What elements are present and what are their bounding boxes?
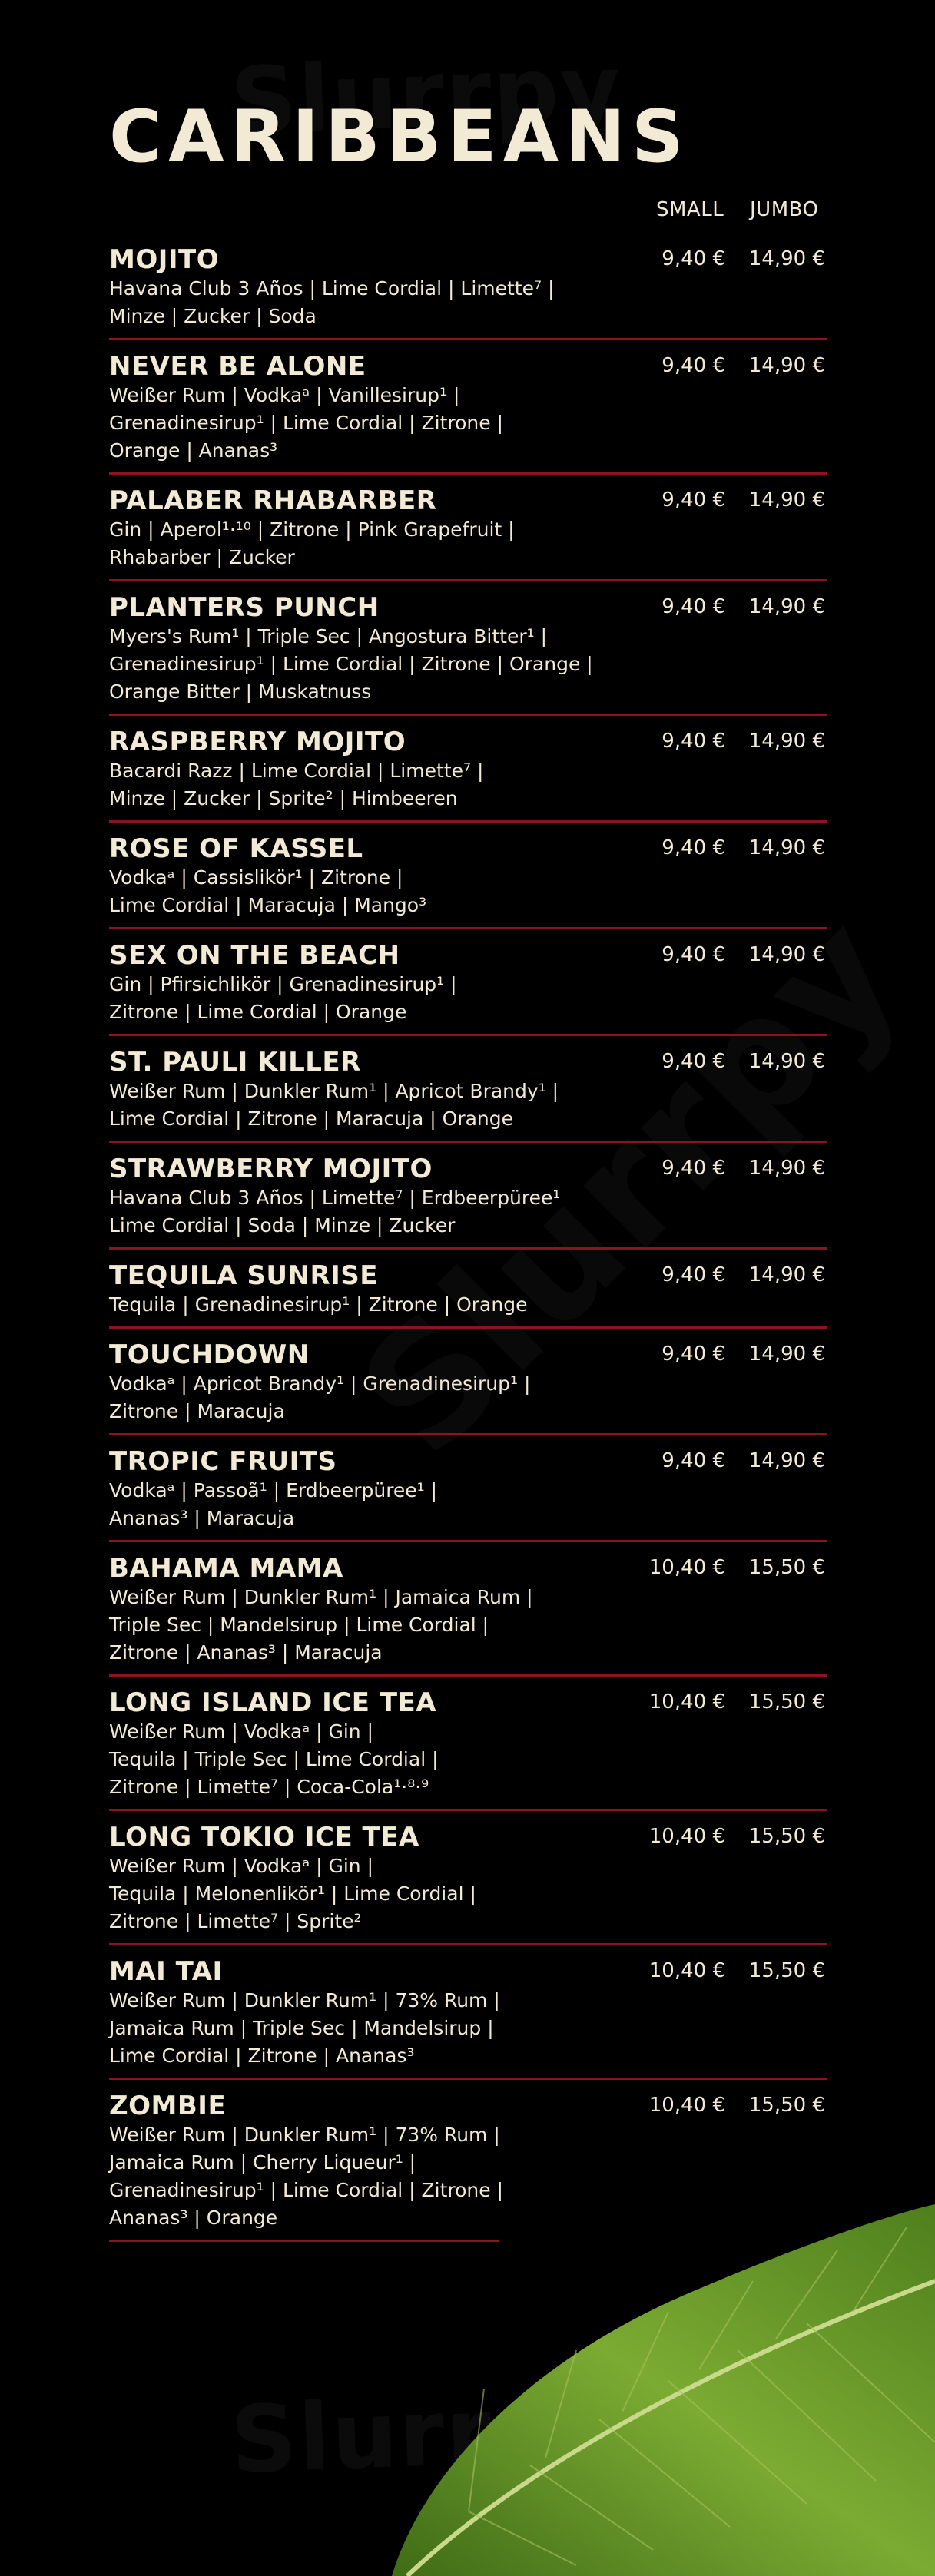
price-jumbo: 15,50 € xyxy=(748,2094,825,2117)
menu-item xyxy=(109,833,827,940)
menu-item xyxy=(109,485,827,592)
menu-item-name: TROPIC FRUITS xyxy=(109,1446,337,1477)
menu-item-ingredients: Gin | Aperol¹·¹⁰ | Zitrone | Pink Grapefruit | xyxy=(109,518,515,541)
menu-item-ingredients: Weißer Rum | Dunkler Rum¹ | 73% Rum | xyxy=(109,2124,500,2146)
item-divider xyxy=(109,1674,827,1677)
price-jumbo: 14,90 € xyxy=(748,836,825,859)
column-header-small: SMALL xyxy=(656,198,724,221)
menu-item xyxy=(109,727,827,833)
item-divider xyxy=(109,1034,827,1036)
price-small: 9,40 € xyxy=(661,354,725,377)
menu-item-ingredients: Weißer Rum | Vodkaᵃ | Vanillesirup¹ | xyxy=(109,384,460,406)
column-header-jumbo: JUMBO xyxy=(750,198,819,221)
price-small: 10,40 € xyxy=(648,2094,725,2117)
price-small: 9,40 € xyxy=(661,943,725,966)
price-jumbo: 14,90 € xyxy=(748,1050,825,1073)
menu-item-ingredients: Zitrone | Lime Cordial | Orange xyxy=(109,1001,407,1023)
menu-item-ingredients: Ananas³ | Maracuja xyxy=(109,1507,295,1529)
menu-item-name: NEVER BE ALONE xyxy=(109,351,366,382)
menu-item-ingredients: Gin | Pfirsichlikör | Grenadinesirup¹ | xyxy=(109,973,457,995)
menu-item-name: MAI TAI xyxy=(109,1956,223,1987)
menu-item-ingredients: Weißer Rum | Vodkaᵃ | Gin | xyxy=(109,1720,374,1743)
price-small: 9,40 € xyxy=(661,488,725,512)
menu-item xyxy=(109,1687,827,1822)
menu-item-name: ZOMBIE xyxy=(109,2091,227,2121)
menu-item-name: PLANTERS PUNCH xyxy=(109,592,380,623)
menu-item xyxy=(109,940,827,1047)
item-divider xyxy=(109,1433,827,1435)
item-divider xyxy=(109,1540,827,1542)
price-jumbo: 14,90 € xyxy=(748,1343,825,1366)
menu-item-ingredients: Orange Bitter | Muskatnuss xyxy=(109,680,372,703)
menu-item xyxy=(109,1822,827,1956)
price-jumbo: 14,90 € xyxy=(748,595,825,618)
price-jumbo: 15,50 € xyxy=(748,1959,825,1982)
menu-item-ingredients: Ananas³ | Orange xyxy=(109,2207,278,2229)
menu-item-ingredients: Triple Sec | Mandelsirup | Lime Cordial | xyxy=(109,1614,489,1636)
menu-item-ingredients: Lime Cordial | Zitrone | Ananas³ xyxy=(109,2045,415,2067)
price-jumbo: 15,50 € xyxy=(748,1690,825,1713)
menu-item-ingredients: Lime Cordial | Zitrone | Maracuja | Orange xyxy=(109,1108,514,1130)
price-small: 9,40 € xyxy=(661,1343,725,1366)
menu-item-ingredients: Grenadinesirup¹ | Lime Cordial | Zitrone | Orange | xyxy=(109,653,593,675)
menu-item-ingredients: Vodkaᵃ | Apricot Brandy¹ | Grenadinesirup¹ | xyxy=(109,1372,531,1395)
price-jumbo: 14,90 € xyxy=(748,1157,825,1180)
menu-item-name: STRAWBERRY MOJITO xyxy=(109,1154,433,1184)
price-jumbo: 14,90 € xyxy=(748,1449,825,1472)
menu-item-name: ST. PAULI KILLER xyxy=(109,1047,361,1078)
menu-item-ingredients: Bacardi Razz | Lime Cordial | Limette⁷ | xyxy=(109,760,484,782)
price-small: 9,40 € xyxy=(661,595,725,618)
item-divider xyxy=(109,1247,827,1250)
item-divider xyxy=(109,1809,827,1811)
menu-item-ingredients: Grenadinesirup¹ | Lime Cordial | Zitrone | xyxy=(109,2179,504,2201)
price-jumbo: 14,90 € xyxy=(748,247,825,270)
menu-item-name: RASPBERRY MOJITO xyxy=(109,727,406,757)
menu-item xyxy=(109,1553,827,1687)
price-jumbo: 14,90 € xyxy=(748,730,825,753)
menu-item-ingredients: Jamaica Rum | Cherry Liqueur¹ | xyxy=(109,2151,416,2174)
price-small: 9,40 € xyxy=(661,1157,725,1180)
menu-item xyxy=(109,1047,827,1154)
menu-item-ingredients: Weißer Rum | Dunkler Rum¹ | 73% Rum | xyxy=(109,1989,500,2011)
menu-item xyxy=(109,1154,827,1260)
menu-item-name: LONG ISLAND ICE TEA xyxy=(109,1687,437,1718)
menu-item xyxy=(109,1446,827,1553)
menu-item-name: ROSE OF KASSEL xyxy=(109,833,363,864)
menu-item-name: TOUCHDOWN xyxy=(109,1339,310,1370)
menu-item-ingredients: Havana Club 3 Años | Lime Cordial | Limette⁷ | xyxy=(109,277,555,300)
price-jumbo: 15,50 € xyxy=(748,1556,825,1579)
item-divider xyxy=(109,1326,827,1329)
menu-item xyxy=(109,1339,827,1446)
price-jumbo: 15,50 € xyxy=(748,1825,825,1848)
menu-item-ingredients: Jamaica Rum | Triple Sec | Mandelsirup | xyxy=(109,2017,494,2039)
menu-item-ingredients: Rhabarber | Zucker xyxy=(109,546,295,568)
menu-item xyxy=(109,1956,827,2091)
item-divider xyxy=(109,2078,827,2080)
menu-item-name: LONG TOKIO ICE TEA xyxy=(109,1822,419,1853)
price-small: 10,40 € xyxy=(648,1690,725,1713)
item-divider xyxy=(109,927,827,929)
menu-item-ingredients: Weißer Rum | Dunkler Rum¹ | Apricot Brandy¹ | xyxy=(109,1080,559,1102)
price-small: 9,40 € xyxy=(661,1449,725,1472)
price-small: 9,40 € xyxy=(661,836,725,859)
price-small: 10,40 € xyxy=(648,1825,725,1848)
item-divider xyxy=(109,579,827,581)
menu-list xyxy=(109,244,827,2253)
price-small: 9,40 € xyxy=(661,1263,725,1286)
price-jumbo: 14,90 € xyxy=(748,1263,825,1286)
menu-item-ingredients: Tequila | Triple Sec | Lime Cordial | xyxy=(109,1748,439,1770)
price-small: 10,40 € xyxy=(648,1556,725,1579)
menu-item-ingredients: Lime Cordial | Soda | Minze | Zucker xyxy=(109,1214,456,1237)
menu-item xyxy=(109,351,827,485)
menu-item xyxy=(109,592,827,727)
menu-item-ingredients: Minze | Zucker | Soda xyxy=(109,305,317,327)
menu-item-ingredients: Vodkaᵃ | Passoã¹ | Erdbeerpüree¹ | xyxy=(109,1479,438,1502)
menu-item-ingredients: Weißer Rum | Vodkaᵃ | Gin | xyxy=(109,1855,374,1877)
menu-item-ingredients: Zitrone | Maracuja xyxy=(109,1400,285,1422)
menu-item-name: TEQUILA SUNRISE xyxy=(109,1260,378,1291)
menu-item-name: PALABER RHABARBER xyxy=(109,485,437,516)
price-small: 9,40 € xyxy=(661,730,725,753)
banana-leaf-illustration xyxy=(376,2197,935,2576)
price-jumbo: 14,90 € xyxy=(748,354,825,377)
menu-item-ingredients: Zitrone | Limette⁷ | Sprite² xyxy=(109,1910,362,1932)
menu-item-ingredients: Tequila | Melonenlikör¹ | Lime Cordial | xyxy=(109,1882,476,1905)
menu-item-ingredients: Minze | Zucker | Sprite² | Himbeeren xyxy=(109,787,458,810)
price-small: 10,40 € xyxy=(648,1959,725,1982)
item-divider xyxy=(109,820,827,823)
menu-item-ingredients: Zitrone | Ananas³ | Maracuja xyxy=(109,1641,383,1664)
menu-item-ingredients: Vodkaᵃ | Cassislikör¹ | Zitrone | xyxy=(109,866,403,889)
price-jumbo: 14,90 € xyxy=(748,943,825,966)
item-divider xyxy=(109,338,827,340)
menu-item-name: BAHAMA MAMA xyxy=(109,1553,343,1584)
price-jumbo: 14,90 € xyxy=(748,488,825,512)
menu-item-name: MOJITO xyxy=(109,244,220,275)
menu-item xyxy=(109,1260,827,1339)
price-small: 9,40 € xyxy=(661,247,725,270)
item-divider xyxy=(109,1141,827,1143)
item-divider xyxy=(109,472,827,475)
page-title: CARIBBEANS xyxy=(109,95,690,179)
menu-item-ingredients: Tequila | Grenadinesirup¹ | Zitrone | Orange xyxy=(109,1293,528,1316)
menu-item-ingredients: Myers's Rum¹ | Triple Sec | Angostura Bitter¹ | xyxy=(109,625,548,647)
menu-item xyxy=(109,244,827,351)
menu-item-ingredients: Grenadinesirup¹ | Lime Cordial | Zitrone | xyxy=(109,412,504,434)
menu-item-ingredients: Havana Club 3 Años | Limette⁷ | Erdbeerpüree¹ xyxy=(109,1187,561,1209)
menu-item-ingredients: Orange | Ananas³ xyxy=(109,439,278,462)
item-divider xyxy=(109,714,827,716)
menu-item-ingredients: Zitrone | Limette⁷ | Coca-Cola¹·⁸·⁹ xyxy=(109,1776,429,1798)
menu-item-ingredients: Weißer Rum | Dunkler Rum¹ | Jamaica Rum | xyxy=(109,1586,533,1608)
menu-item-name: SEX ON THE BEACH xyxy=(109,940,400,971)
item-divider xyxy=(109,1943,827,1945)
menu-item-ingredients: Lime Cordial | Maracuja | Mango³ xyxy=(109,894,427,916)
price-small: 9,40 € xyxy=(661,1050,725,1073)
